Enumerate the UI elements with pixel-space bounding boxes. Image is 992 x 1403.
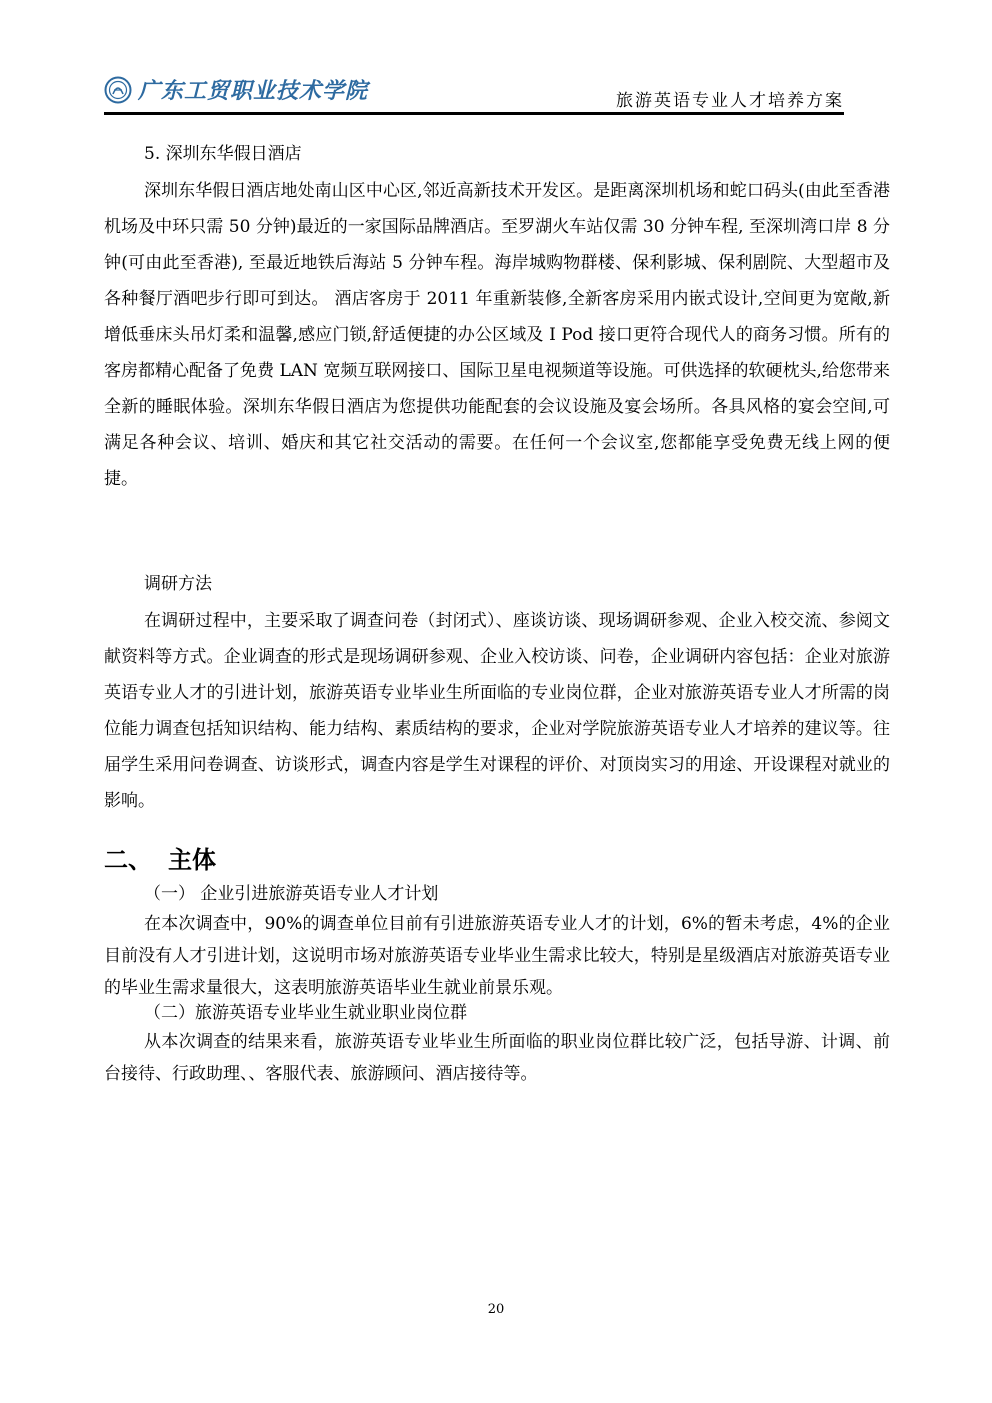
subsection-1-paragraph: 在本次调查中，90%的调查单位目前有引进旅游英语专业人才的计划，6%的暂未考虑，4%的企业目前没有人才引进计划，这说明市场对旅游英语专业毕业生需求比较大，特别是星级酒店对旅游英语专业的毕业生需求量很大，这表明旅游英语毕业生就业前景乐观。 xyxy=(104,914,890,998)
page-header xyxy=(104,66,844,112)
school-name-logo: 广东工贸职业技术学院 xyxy=(138,78,369,104)
header-divider xyxy=(104,112,844,115)
hotel-paragraph: 深圳东华假日酒店地处南山区中心区,邻近高新技术开发区。是距离深圳机场和蛇口码头(由此至香港机场及中环只需 50 分钟)最近的一家国际品牌酒店。至罗湖火车站仅需 30 分钟车程, 至深圳湾口岸 8 分钟(可由此至香港), 至最近地铁后海站 5 分钟车程。海岸城购物群楼、保利影城、保利剧院、大型超市及各种餐厅酒吧步行即可到达。 酒店客房于 2011 年重新装修,全新客房采用内嵌式设计,空间更为宽敞,新增低垂床头吊灯柔和温馨,感应门锁,舒适便捷的办公区域及 I Pod 接口更符合现代人的商务习惯。所有的客房都精心配备了免费 LAN 宽频互联网接口、国际卫星电视频道等设施。可供选择的软硬枕头,给您带来全新的睡眠体验。深圳东华假日酒店为您提供功能配套的会议设施及宴会场所。各具风格的宴会空间,可满足各种会议、培训、婚庆和其它社交活动的需要。在任何一个会议室,您都能享受免费无线上网的便捷。 xyxy=(104,181,890,489)
main-section-title: 主体 xyxy=(168,846,216,874)
page-number: 20 xyxy=(487,1302,505,1317)
research-method-paragraph: 在调研过程中，主要采取了调查问卷（封闭式）、座谈访谈、现场调研参观、企业入校交流、参阅文献资料等方式。企业调查的形式是现场调研参观、企业入校访谈、问卷，企业调研内容包括：企业对旅游英语专业人才的引进计划，旅游英语专业毕业生所面临的专业岗位群，企业对旅游英语专业人才所需的岗位能力调查包括知识结构、能力结构、素质结构的要求，企业对学院旅游英语专业人才培养的建议等。往届学生采用问卷调查、访谈形式，调查内容是学生对课程的评价、对顶岗实习的用途、开设课程对就业的影响。 xyxy=(104,611,890,811)
subsection-2-heading: （二）旅游英语专业毕业生就业职业岗位群 xyxy=(144,1003,467,1023)
main-section-heading xyxy=(104,842,216,878)
school-logo xyxy=(104,74,368,105)
main-section-number: 二、 xyxy=(104,846,152,874)
subsection-1-heading: （一） 企业引进旅游英语专业人才计划 xyxy=(144,884,439,904)
research-method-heading: 调研方法 xyxy=(144,574,212,594)
section-heading-hotel: 5. 深圳东华假日酒店 xyxy=(144,144,302,164)
subsection-2-paragraph: 从本次调查的结果来看，旅游英语专业毕业生所面临的职业岗位群比较广泛，包括导游、计调、前台接待、行政助理、、客服代表、旅游顾问、酒店接待等。 xyxy=(104,1032,890,1084)
document-title: 旅游英语专业人才培养方案 xyxy=(616,91,844,111)
school-emblem-icon xyxy=(104,76,132,104)
